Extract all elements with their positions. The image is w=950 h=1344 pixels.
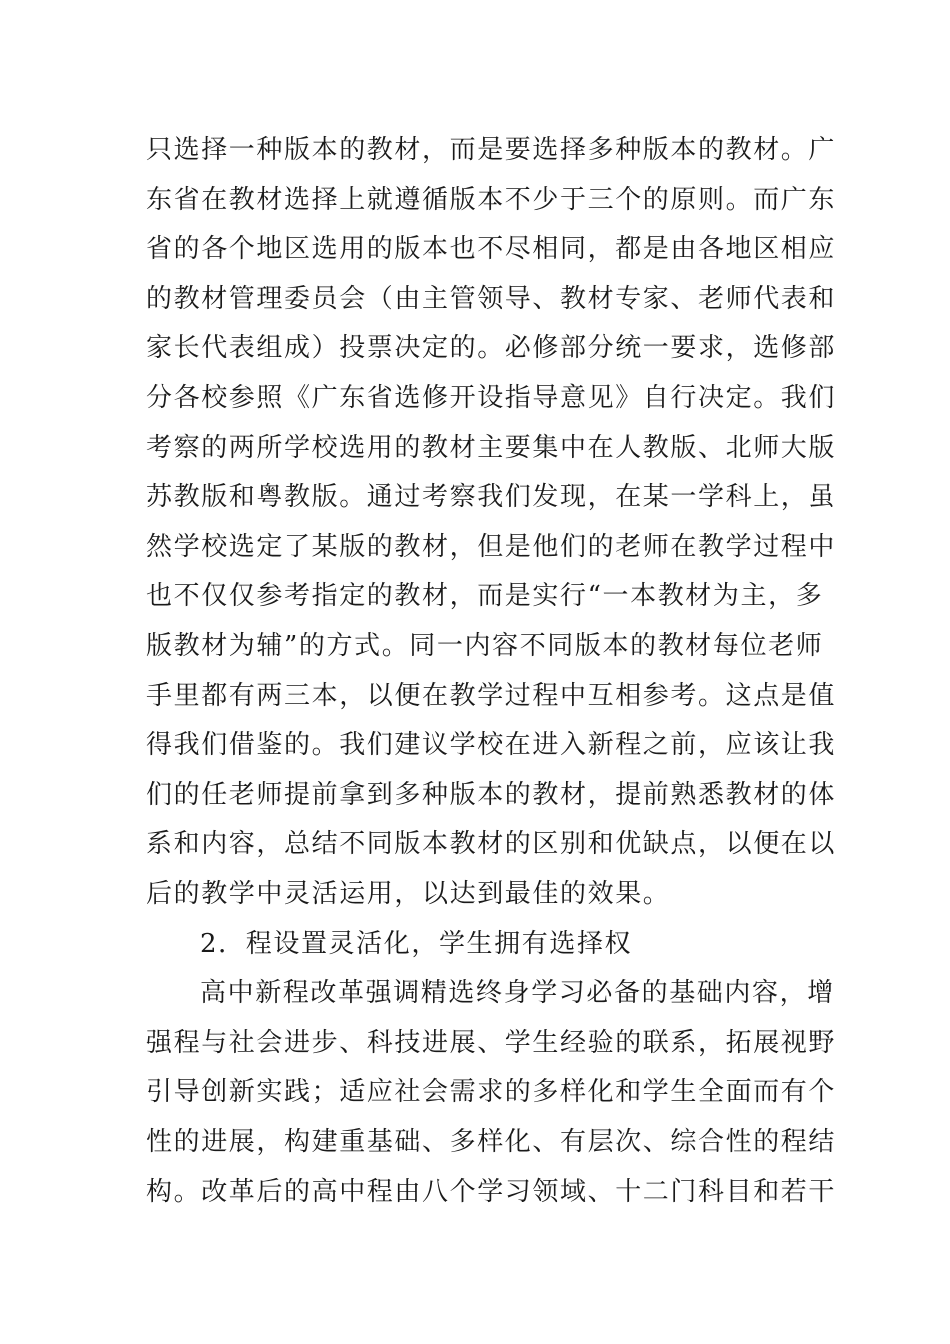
text-line: 性的进展，构建重基础、多样化、有层次、综合性的程结 bbox=[146, 1127, 837, 1157]
text-line: 也不仅仅参考指定的教材，而是实行“一本教材为主，多 bbox=[146, 581, 824, 611]
text-line: 分各校参照《广东省选修开设指导意见》自行决定。我们 bbox=[146, 383, 837, 413]
text-line: 省的各个地区选用的版本也不尽相同，都是由各地区相应 bbox=[146, 234, 837, 264]
text-line: 系和内容，总结不同版本教材的区别和优缺点，以便在以 bbox=[146, 829, 837, 859]
text-line: 家长代表组成）投票决定的。必修部分统一要求，选修部 bbox=[146, 333, 837, 363]
text-line: 们的任老师提前拿到多种版本的教材，提前熟悉教材的体 bbox=[146, 780, 837, 810]
text-line: 东省在教材选择上就遵循版本不少于三个的原则。而广东 bbox=[146, 185, 837, 215]
text-line: 考察的两所学校选用的教材主要集中在人教版、北师大版 bbox=[146, 433, 837, 463]
text-line: 只选择一种版本的教材，而是要选择多种版本的教材。广 bbox=[146, 135, 837, 165]
text-line: 手里都有两三本，以便在教学过程中互相参考。这点是值 bbox=[146, 681, 837, 711]
text-line: 的教材管理委员会（由主管领导、教材专家、老师代表和 bbox=[146, 284, 837, 314]
text-line: 后的教学中灵活运用，以达到最佳的效果。 bbox=[146, 879, 671, 909]
text-line: 得我们借鉴的。我们建议学校在进入新程之前，应该让我 bbox=[146, 730, 837, 760]
text-line: 然学校选定了某版的教材，但是他们的老师在教学过程中 bbox=[146, 532, 837, 562]
text-line: 版教材为辅”的方式。同一内容不同版本的教材每位老师 bbox=[146, 631, 824, 661]
text-line: 引导创新实践；适应社会需求的多样化和学生全面而有个 bbox=[146, 1077, 837, 1107]
text-line: 高中新程改革强调精选终身学习必备的基础内容，增 bbox=[200, 978, 835, 1008]
section-heading: 2．程设置灵活化，学生拥有选择权 bbox=[200, 929, 633, 959]
text-line: 强程与社会进步、科技进展、学生经验的联系，拓展视野 bbox=[146, 1028, 837, 1058]
text-line: 苏教版和粤教版。通过考察我们发现，在某一学科上，虽 bbox=[146, 482, 837, 512]
text-line: 构。改革后的高中程由八个学习领域、十二门科目和若干 bbox=[146, 1177, 837, 1207]
